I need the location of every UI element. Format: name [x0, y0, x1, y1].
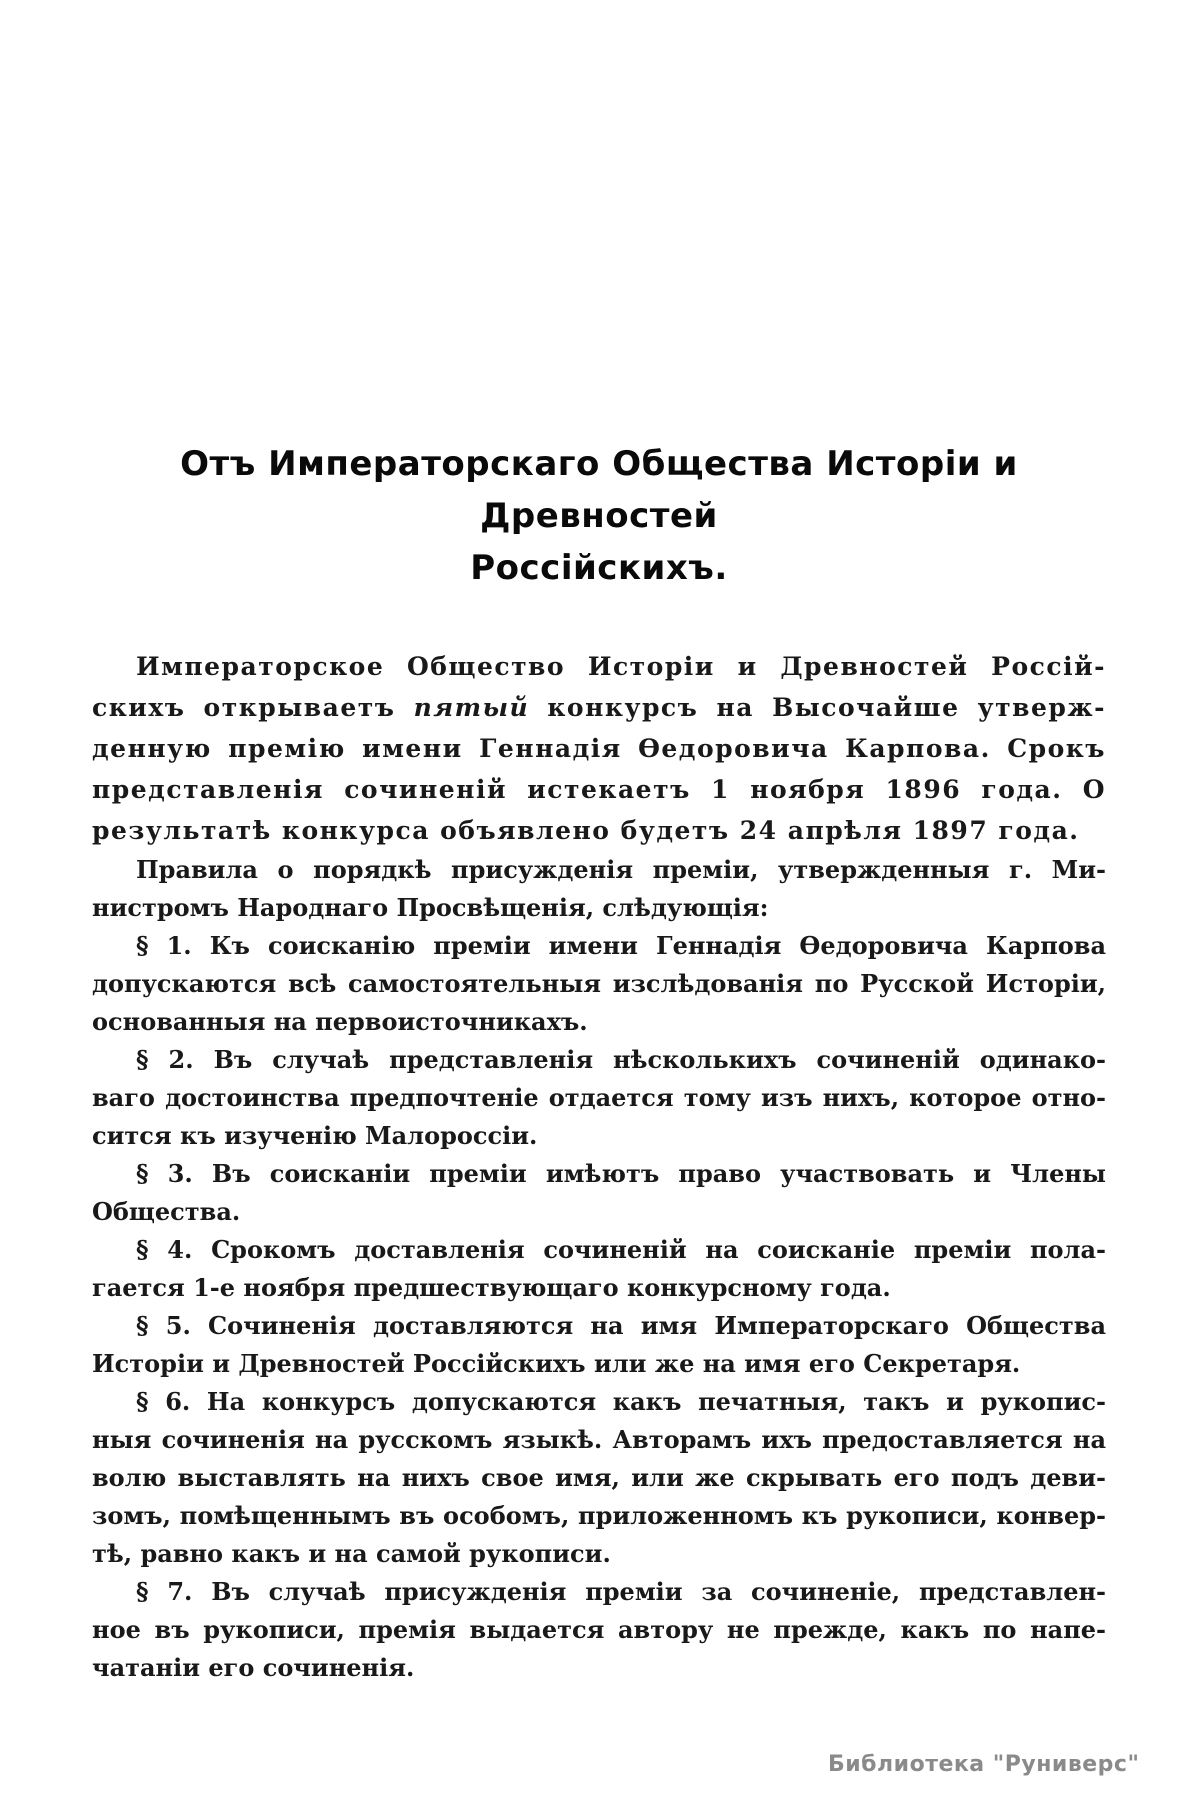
text-line: тѣ, равно какъ и на самой рукописи. — [92, 1539, 611, 1568]
paragraph-rule-4 — [92, 1231, 1106, 1307]
text-line: представленія сочиненій истекаетъ 1 ноября 1896 года. О — [92, 775, 1106, 804]
paragraph-rule-2 — [92, 1041, 1106, 1155]
text-line: Общества. — [92, 1197, 241, 1226]
text-line: волю выставлять на нихъ свое имя, или же скрывать его подъ деви- — [92, 1463, 1106, 1492]
paragraph-rule-5 — [92, 1307, 1106, 1383]
paragraph-rule-1 — [92, 927, 1106, 1041]
paragraph-rule-6 — [92, 1383, 1106, 1573]
text-line: зомъ, помѣщеннымъ въ особомъ, приложенномъ къ рукописи, конвер- — [92, 1501, 1106, 1530]
paragraph-announcement — [92, 646, 1106, 851]
emphasized-word: пятый — [413, 693, 530, 722]
title-line-2: Россійскихъ. — [470, 548, 728, 588]
text-line: § 4. Срокомъ доставленія сочиненій на соисканіе преміи пола- — [136, 1235, 1106, 1264]
text-line: допускаются всѣ самостоятельныя изслѣдованія по Русской Исторіи, — [92, 969, 1106, 998]
text-line: § 5. Сочиненія доставляются на имя Императорскаго Общества — [136, 1311, 1106, 1340]
text-line: Правила о порядкѣ присужденія преміи, утвержденныя г. Ми- — [136, 855, 1106, 884]
text-line: § 7. Въ случаѣ присужденія преміи за сочиненіе, представлен- — [136, 1577, 1106, 1606]
document-body — [92, 646, 1106, 1687]
text-line: Исторіи и Древностей Россійскихъ или же на имя его Секретаря. — [92, 1349, 1021, 1378]
text-line: ваго достоинства предпочтеніе отдается тому изъ нихъ, которое отно- — [92, 1083, 1106, 1112]
paragraph-rule-3 — [92, 1155, 1106, 1231]
text-segment: скихъ открываетъ — [92, 693, 414, 722]
page-title — [92, 438, 1106, 594]
text-line: Императорское Общество Исторіи и Древностей Россій- — [136, 652, 1106, 681]
text-line: ныя сочиненія на русскомъ языкѣ. Авторамъ ихъ предоставляется на — [92, 1425, 1106, 1454]
text-line: результатѣ конкурса объявлено будетъ 24 апрѣля 1897 года. — [92, 816, 1080, 845]
library-watermark: Библиотека "Руниверс" — [828, 1752, 1140, 1777]
text-line: основанныя на первоисточникахъ. — [92, 1007, 588, 1036]
text-line: § 1. Къ соисканію преміи имени Геннадія Ѳедоровича Карпова — [136, 931, 1106, 960]
text-line: нистромъ Народнаго Просвѣщенія, слѣдующія: — [92, 893, 769, 922]
text-line: чатаніи его сочиненія. — [92, 1653, 415, 1682]
text-segment: конкурсъ на Высочайше утверж- — [529, 693, 1106, 722]
text-line: гается 1-е ноября предшествующаго конкурсному года. — [92, 1273, 891, 1302]
paragraph-rule-7 — [92, 1573, 1106, 1687]
text-line: § 2. Въ случаѣ представленія нѣсколькихъ сочиненій одинако- — [136, 1045, 1106, 1074]
paragraph-rules-intro — [92, 851, 1106, 927]
text-line: сится къ изученію Малороссіи. — [92, 1121, 538, 1150]
title-line-1: Отъ Императорскаго Общества Исторіи и Древностей — [180, 444, 1018, 536]
text-line: денную премію имени Геннадія Ѳедоровича Карпова. Срокъ — [92, 734, 1106, 763]
text-line: § 6. На конкурсъ допускаются какъ печатныя, такъ и рукопис- — [136, 1387, 1106, 1416]
text-line: ное въ рукописи, премія выдается автору не прежде, какъ по напе- — [92, 1615, 1106, 1644]
text-line: § 3. Въ соисканіи преміи имѣютъ право участвовать и Члены — [136, 1159, 1106, 1188]
text-line — [92, 687, 1106, 728]
